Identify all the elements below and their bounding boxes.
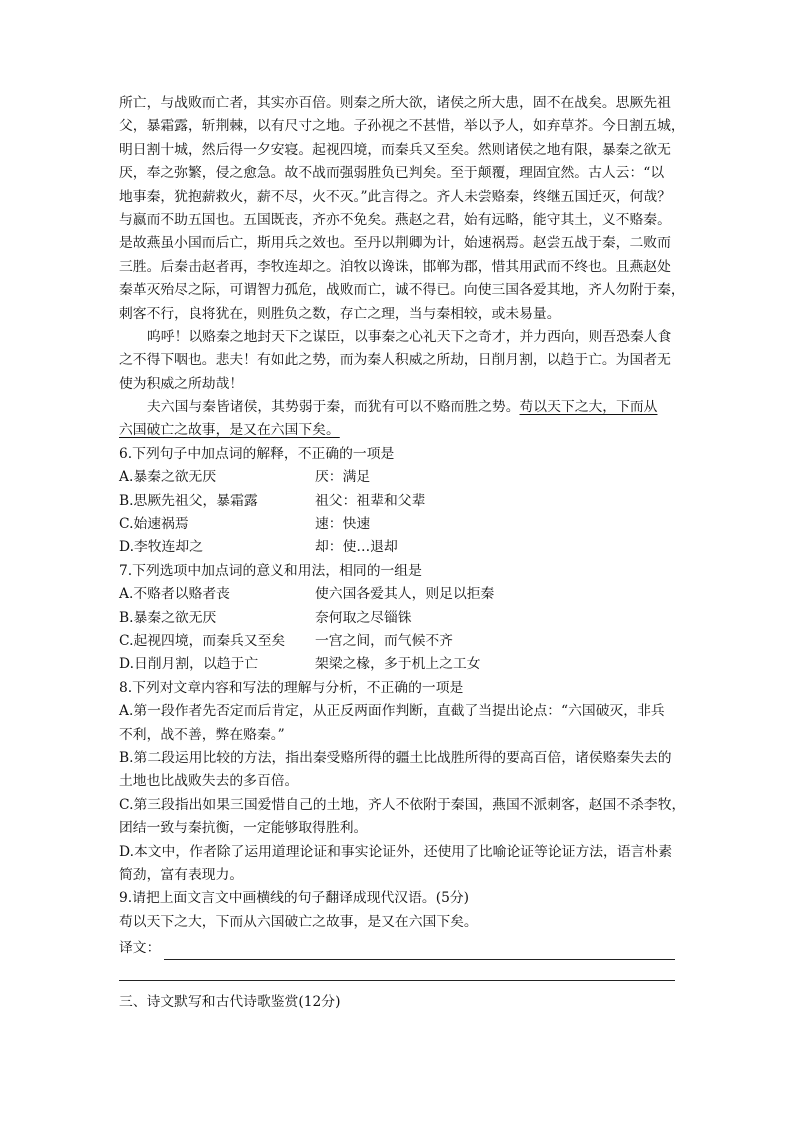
passage-paragraph-1: [119, 92, 685, 326]
section-heading: 三、诗文默写和古代诗歌鉴赏(12分): [119, 994, 341, 1011]
passage-line: 与嬴而不助五国也。五国既丧，齐亦不免矣。燕赵之君，始有远略，能守其土，义不赂秦。: [119, 211, 671, 228]
passage-line: 之不得下咽也。悲夫！有如此之势，而为秦人积威之所劫，日削月割，以趋于亡。为国者无: [119, 352, 671, 369]
answer-row: [119, 934, 675, 960]
option-c[interactable]: C.第三段指出如果三国爱惜自己的土地，齐人不依附于秦国，燕国不派刺客，赵国不杀李牧， 团结一致与秦抗衡，一定能够取得胜利。: [119, 796, 686, 837]
option-a[interactable]: A.第一段作者先否定而后肯定，从正反两面作判断，直截了当提出论点：“六国破灭，非兵 不利，战不善，弊在赂秦。”: [119, 703, 665, 743]
option-c[interactable]: C.起视四境，而秦兵又至矣 一宫之间，而气候不齐: [119, 632, 453, 649]
passage-line: 是故燕虽小国而后亡，斯用兵之效也。至丹以荆卿为计，始速祸焉。赵尝五战于秦，二败而: [119, 235, 671, 252]
question-stem: 7.下列选项中加点词的意义和用法，相同的一组是: [119, 562, 422, 579]
answer-blank-line-2[interactable]: [119, 960, 675, 981]
option-d[interactable]: D.本文中，作者除了运用道理论证和事实论证外，还使用了比喻论证等论证方法，语言朴素 简劲，富有表现力。: [119, 843, 673, 883]
question-stem: 6.下列句子中加点词的解释，不正确的一项是: [119, 445, 395, 462]
question-7: [119, 560, 675, 677]
passage-line: 父，暴霜露，斩荆棘，以有尺寸之地。子孙视之不甚惜，举以予人，如弃草芥。今日割五城，: [119, 118, 685, 135]
question-6: [119, 443, 675, 560]
question-9: [119, 887, 675, 981]
option-b[interactable]: B.第二段运用比较的方法，指出秦受赂所得的疆土比战胜所得的要高百倍，诸侯赂秦失去的 土地也比战败失去的多百倍。: [119, 749, 672, 790]
option-a[interactable]: A.暴秦之欲无厌 厌：满足: [119, 469, 371, 486]
option-a[interactable]: A.不赂者以赂者丧 使六国各爱其人，则足以拒秦: [119, 586, 495, 603]
answer-blank-line[interactable]: [164, 941, 675, 960]
passage-line: [119, 396, 675, 419]
passage-paragraph-3: [119, 396, 675, 443]
plain-text: 夫六国与秦皆诸侯，其势弱于秦，而犹有可以不赂而胜之势。: [147, 399, 520, 416]
answer-label: 译文：: [119, 939, 161, 956]
underlined-sentence: 苟以天下之大，下而从: [519, 399, 658, 416]
underlined-sentence: 六国破亡之故事，是又在六国下矣。: [119, 422, 340, 439]
passage-line: 使为积威之所劫哉！: [119, 375, 244, 392]
passage-paragraph-2: [119, 326, 675, 396]
sentence-to-translate: 苟以天下之大，下而从六国破亡之故事，是又在六国下矣。: [119, 913, 478, 930]
option-b[interactable]: B.思厥先祖父，暴霜露 祖父：祖辈和父辈: [119, 492, 426, 509]
passage-line: 呜呼！以赂秦之地封天下之谋臣，以事秦之心礼天下之奇才，并力西向，则吾恐秦人食: [147, 328, 672, 345]
passage-line: 秦革灭殆尽之际，可谓智力孤危，战败而亡，诚不得已。向使三国各爱其地，齐人勿附于秦，: [119, 282, 685, 299]
passage-line: 所亡，与战败而亡者，其实亦百倍。则秦之所大欲，诸侯之所大患，固不在战矣。思厥先祖: [119, 95, 671, 111]
option-d[interactable]: D.日削月割，以趋于亡 架梁之椽，多于机上之工女: [119, 656, 481, 673]
passage-line: 刺客不行，良将犹在，则胜负之数，存亡之理，当与秦相较，或未易量。: [119, 305, 561, 322]
passage-line: 地事秦，犹抱薪救火，薪不尽，火不灭。”此言得之。齐人未尝赂秦，终继五国迁灭，何哉？: [119, 188, 672, 205]
passage-line: 厌，奉之弥繁，侵之愈急。故不战而强弱胜负已判矣。至于颠覆，理固宜然。古人云：“以: [119, 165, 665, 182]
option-b[interactable]: B.暴秦之欲无厌 奈何取之尽锱铢: [119, 609, 412, 626]
passage-line: 三胜。后秦击赵者再，李牧连却之。洎牧以谗诛，邯郸为郡，惜其用武而不终也。且燕赵处: [119, 258, 671, 275]
passage-line: 明日割十城，然后得一夕安寝。起视四境，而秦兵又至矣。然则诸侯之地有限，暴秦之欲无: [119, 141, 671, 158]
question-stem: 8.下列对文章内容和写法的理解与分析，不正确的一项是: [119, 679, 464, 696]
question-8: [119, 677, 686, 888]
document-body: [119, 92, 686, 1014]
passage-line: [119, 419, 675, 442]
option-d[interactable]: D.李牧连却之 却：使…退却: [119, 539, 398, 556]
question-stem: 9.请把上面文言文中画横线的句子翻译成现代汉语。(5分): [119, 890, 470, 907]
option-c[interactable]: C.始速祸焉 速：快速: [119, 516, 371, 533]
